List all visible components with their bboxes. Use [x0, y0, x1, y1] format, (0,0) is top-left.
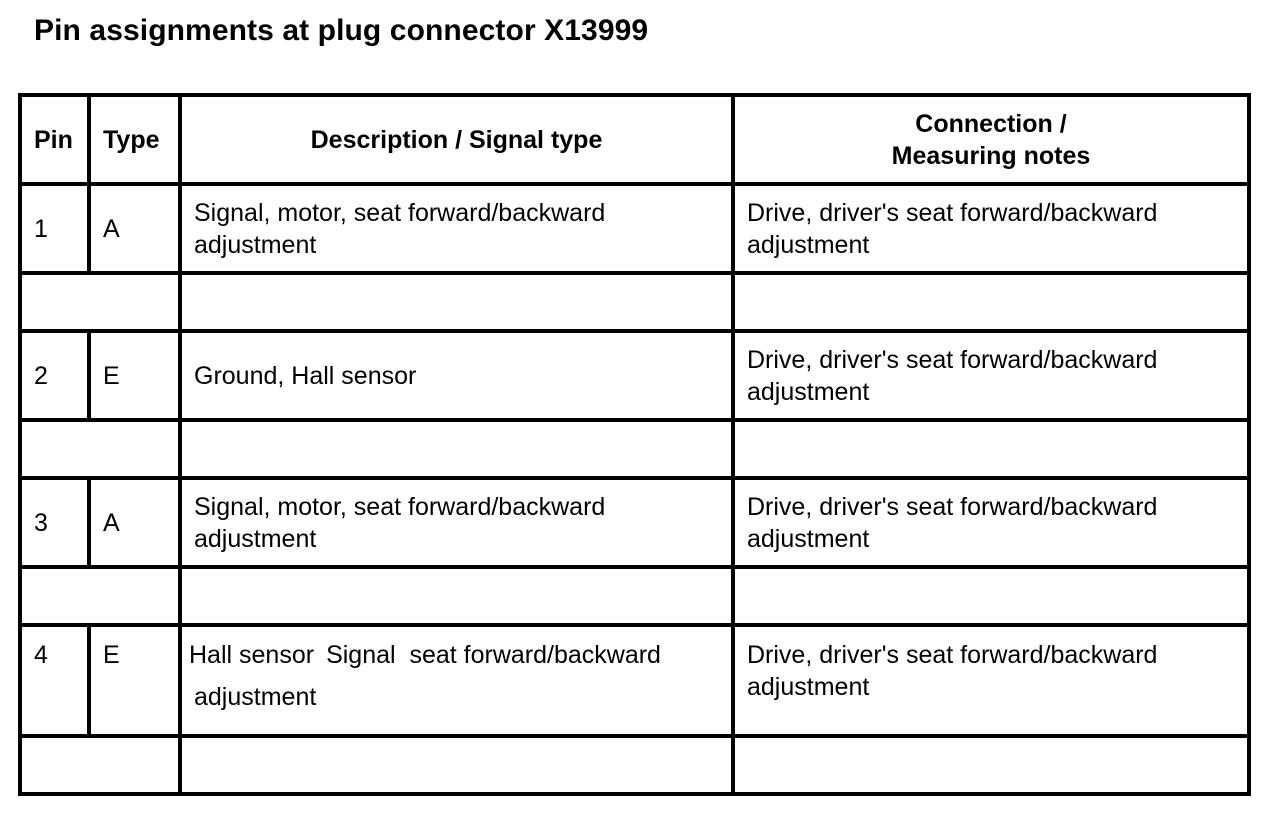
pin-type: E — [89, 331, 180, 420]
spacer-cell — [180, 736, 733, 794]
spacer-cell — [20, 736, 180, 794]
pin-notes: Drive, driver's seat forward/backward adjustment — [733, 184, 1249, 273]
spacer-cell — [733, 273, 1249, 331]
pin-notes: Drive, driver's seat forward/backward adjustment — [733, 478, 1249, 567]
header-description: Description / Signal type — [180, 95, 733, 184]
header-pin: Pin — [20, 95, 89, 184]
header-notes-line2: Measuring notes — [891, 141, 1091, 170]
header-type: Type — [89, 95, 180, 184]
spacer-row — [20, 736, 1249, 794]
spacer-cell — [180, 420, 733, 478]
table-row — [20, 478, 1249, 567]
spacer-cell — [20, 567, 180, 625]
header-connection-notes — [733, 95, 1249, 184]
pin-number: 1 — [20, 184, 89, 273]
pin-notes: Drive, driver's seat forward/backward adjustment — [733, 625, 1249, 736]
spacer-cell — [20, 273, 180, 331]
description-part-3: adjustment — [194, 683, 317, 711]
description-part-1: Hall sensor — [189, 641, 315, 669]
pin-number: 3 — [20, 478, 89, 567]
spacer-cell — [733, 420, 1249, 478]
pin-description: Signal, motor, seat forward/backward adjustment — [180, 478, 733, 567]
table-row — [20, 625, 1249, 736]
pin-number: 4 — [20, 625, 89, 736]
pin-notes: Drive, driver's seat forward/backward adjustment — [733, 331, 1249, 420]
table-row — [20, 331, 1249, 420]
spacer-cell — [180, 567, 733, 625]
pin-description — [180, 625, 733, 736]
spacer-cell — [180, 273, 733, 331]
pin-type: A — [89, 184, 180, 273]
spacer-row — [20, 420, 1249, 478]
header-notes-line1: Connection / — [915, 109, 1067, 138]
pin-description: Ground, Hall sensor — [180, 331, 733, 420]
spacer-cell — [733, 736, 1249, 794]
table-header-row — [20, 95, 1249, 184]
pin-number: 2 — [20, 331, 89, 420]
table-row — [20, 184, 1249, 273]
pin-type: E — [89, 625, 180, 736]
pin-type: A — [89, 478, 180, 567]
spacer-cell — [733, 567, 1249, 625]
pin-assignment-table — [18, 93, 1251, 796]
spacer-row — [20, 567, 1249, 625]
pin-description: Signal, motor, seat forward/backward adjustment — [180, 184, 733, 273]
spacer-row — [20, 273, 1249, 331]
description-part-2: Signal seat forward/backward — [326, 641, 661, 669]
spacer-cell — [20, 420, 180, 478]
page-title: Pin assignments at plug connector X13999 — [34, 14, 649, 47]
